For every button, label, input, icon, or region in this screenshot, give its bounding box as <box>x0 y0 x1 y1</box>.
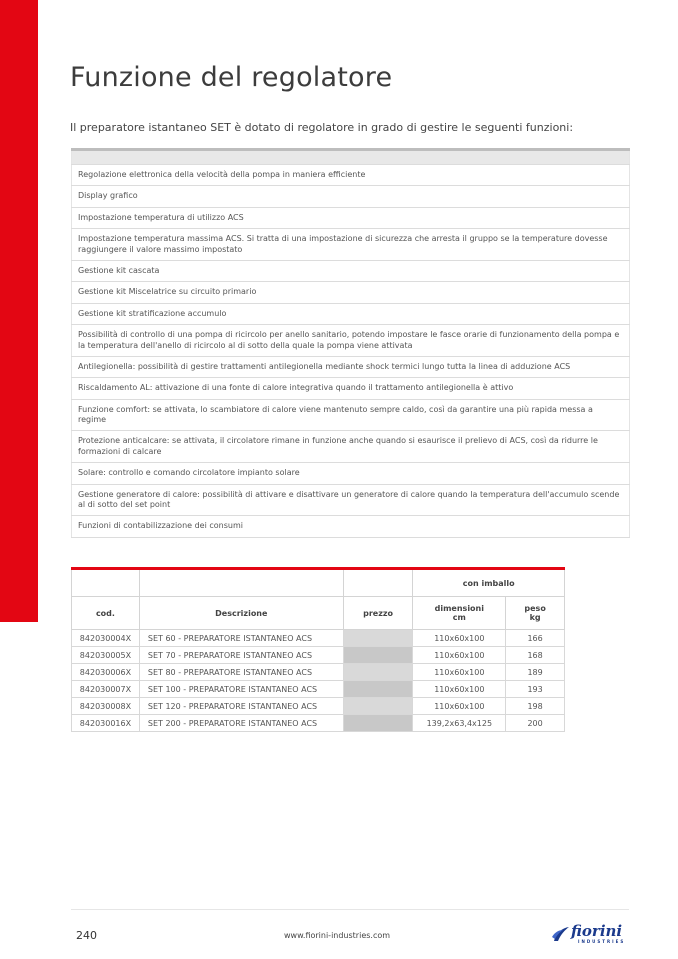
footer-divider <box>71 909 629 910</box>
header-dimensioni-unit: cm <box>452 613 466 622</box>
function-text: Funzione comfort: se attivata, lo scambiatore di calore viene mantenuto sempre caldo, così da garantire una più rapida messa a regime <box>72 399 630 431</box>
function-text: Gestione kit stratificazione accumulo <box>72 303 630 324</box>
function-text: Gestione kit cascata <box>72 260 630 281</box>
function-row <box>72 303 630 324</box>
function-text: Display grafico <box>72 186 630 207</box>
logo-subtitle: INDUSTRIES <box>578 939 626 944</box>
function-row <box>72 431 630 463</box>
product-row <box>72 630 565 647</box>
empty-header-cell <box>72 569 140 597</box>
function-text: Gestione kit Miscelatrice su circuito primario <box>72 282 630 303</box>
empty-header-cell <box>139 569 343 597</box>
product-cod: 842030005X <box>72 647 140 664</box>
red-side-bar <box>0 0 38 622</box>
function-row <box>72 282 630 303</box>
products-header-row <box>72 597 565 630</box>
header-dimensioni <box>413 597 506 630</box>
functions-table-header <box>72 150 630 165</box>
product-row <box>72 647 565 664</box>
functions-table <box>71 148 630 538</box>
product-price <box>343 664 413 681</box>
product-weight: 166 <box>506 630 565 647</box>
function-text: Possibilità di controllo di una pompa di ricircolo per anello sanitario, potendo impostare le fasce orarie di funzionamento della pompa e la temperatura dell'anello di ricircolo al di sotto della quale la pompa viene attivata <box>72 325 630 357</box>
function-row <box>72 207 630 228</box>
product-cod: 842030007X <box>72 681 140 698</box>
header-cod: cod. <box>72 597 140 630</box>
website-link[interactable]: www.fiorini-industries.com <box>284 931 391 940</box>
fiorini-logo <box>551 924 631 946</box>
header-prezzo: prezzo <box>343 597 413 630</box>
function-row <box>72 378 630 399</box>
product-price <box>343 698 413 715</box>
page-number: 240 <box>76 929 97 942</box>
product-row <box>72 681 565 698</box>
group-header-con-imballo: con imballo <box>413 569 565 597</box>
function-text: Solare: controllo e comando circolatore impianto solare <box>72 463 630 484</box>
function-row <box>72 325 630 357</box>
product-row <box>72 698 565 715</box>
product-price <box>343 647 413 664</box>
header-peso <box>506 597 565 630</box>
function-row <box>72 260 630 281</box>
function-text: Regolazione elettronica della velocità della pompa in maniera efficiente <box>72 165 630 186</box>
product-weight: 198 <box>506 698 565 715</box>
header-peso-label: peso <box>524 604 546 613</box>
function-text: Impostazione temperatura di utilizzo ACS <box>72 207 630 228</box>
product-weight: 168 <box>506 647 565 664</box>
function-text: Protezione anticalcare: se attivata, il circolatore rimane in funzione anche quando si esaurisce il prelievo di ACS, così da ridurre le formazioni di calcare <box>72 431 630 463</box>
product-price <box>343 681 413 698</box>
page-title: Funzione del regolatore <box>70 62 393 93</box>
function-text: Antilegionella: possibilità di gestire trattamenti antilegionella mediante shock termici lungo tutta la linea di adduzione ACS <box>72 356 630 377</box>
function-row <box>72 229 630 261</box>
product-dimensions: 139,2x63,4x125 <box>413 715 506 732</box>
product-dimensions: 110x60x100 <box>413 630 506 647</box>
intro-text: Il preparatore istantaneo SET è dotato di regolatore in grado di gestire le seguenti funzioni: <box>70 121 574 134</box>
product-description: SET 200 - PREPARATORE ISTANTANEO ACS <box>139 715 343 732</box>
product-dimensions: 110x60x100 <box>413 664 506 681</box>
product-cod: 842030016X <box>72 715 140 732</box>
logo-wordmark: fiorini <box>571 922 623 940</box>
product-weight: 189 <box>506 664 565 681</box>
header-descrizione: Descrizione <box>139 597 343 630</box>
header-peso-unit: kg <box>529 613 541 622</box>
product-dimensions: 110x60x100 <box>413 647 506 664</box>
product-description: SET 100 - PREPARATORE ISTANTANEO ACS <box>139 681 343 698</box>
product-cod: 842030004X <box>72 630 140 647</box>
product-weight: 200 <box>506 715 565 732</box>
product-row <box>72 715 565 732</box>
function-text: Impostazione temperatura massima ACS. Si tratta di una impostazione di sicurezza che arresta il gruppo se la temperature dovesse raggiungere il valore massimo impostato <box>72 229 630 261</box>
product-description: SET 70 - PREPARATORE ISTANTANEO ACS <box>139 647 343 664</box>
function-row <box>72 165 630 186</box>
product-row <box>72 664 565 681</box>
header-dimensioni-label: dimensioni <box>434 604 484 613</box>
product-description: SET 80 - PREPARATORE ISTANTANEO ACS <box>139 664 343 681</box>
product-price <box>343 630 413 647</box>
function-row <box>72 186 630 207</box>
products-group-header-row <box>72 569 565 597</box>
function-text: Riscaldamento AL: attivazione di una fonte di calore integrativa quando il trattamento antilegionella è attivo <box>72 378 630 399</box>
products-table <box>71 567 565 732</box>
function-row <box>72 356 630 377</box>
function-text: Gestione generatore di calore: possibilità di attivare e disattivare un generatore di calore quando la temperatura dell'accumulo scende al di sotto del set point <box>72 484 630 516</box>
fiorini-leaf-icon <box>551 924 571 944</box>
function-row <box>72 399 630 431</box>
product-cod: 842030008X <box>72 698 140 715</box>
product-weight: 193 <box>506 681 565 698</box>
function-row <box>72 484 630 516</box>
product-dimensions: 110x60x100 <box>413 681 506 698</box>
product-price <box>343 715 413 732</box>
empty-header-cell <box>343 569 413 597</box>
product-description: SET 120 - PREPARATORE ISTANTANEO ACS <box>139 698 343 715</box>
function-row <box>72 516 630 537</box>
product-dimensions: 110x60x100 <box>413 698 506 715</box>
product-description: SET 60 - PREPARATORE ISTANTANEO ACS <box>139 630 343 647</box>
function-text: Funzioni di contabilizzazione dei consumi <box>72 516 630 537</box>
function-row <box>72 463 630 484</box>
product-cod: 842030006X <box>72 664 140 681</box>
